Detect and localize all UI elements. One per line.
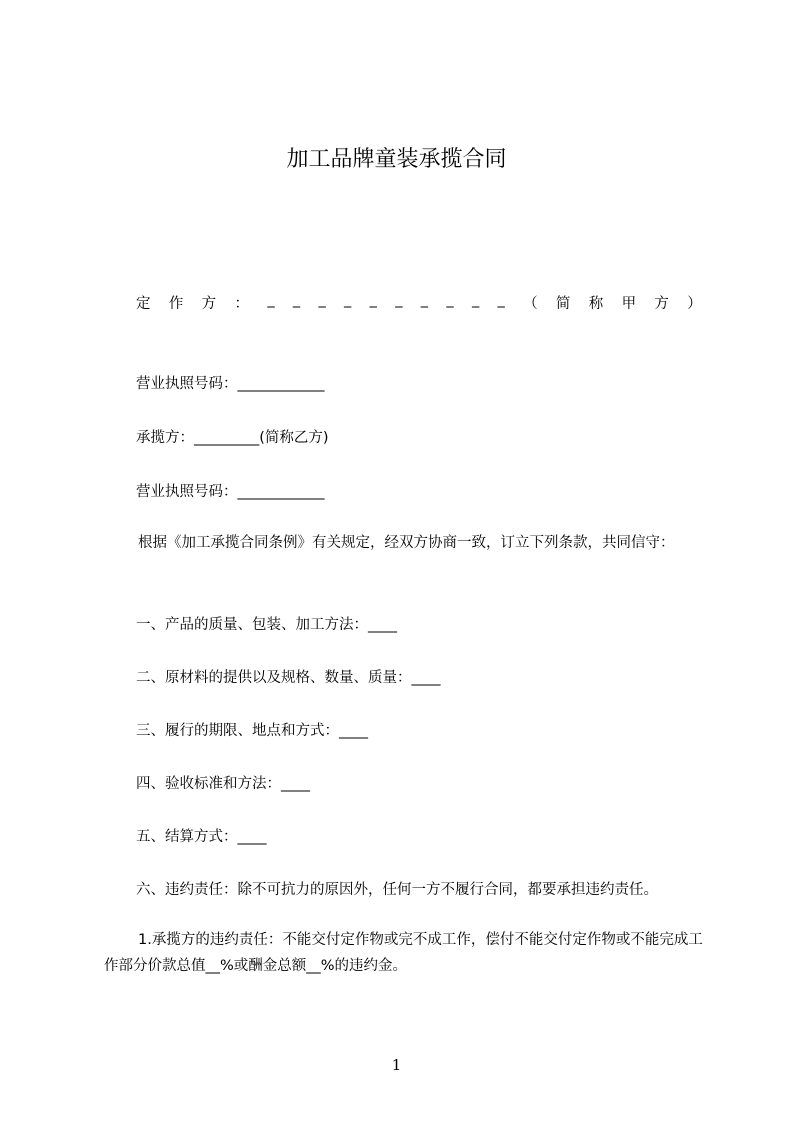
- party-a-char: _: [395, 292, 403, 308]
- party-a-char: （: [523, 296, 538, 312]
- party-a-char: _: [446, 292, 454, 308]
- party-a-char: ）: [687, 296, 702, 312]
- party-b-line: 承揽方：_________(简称乙方): [136, 430, 329, 446]
- party-a-char: 甲: [621, 296, 637, 312]
- party-a-char: _: [369, 292, 377, 308]
- party-a-char: _: [420, 292, 429, 308]
- party-a-line: [136, 292, 702, 313]
- party-a-char: 作: [168, 296, 184, 312]
- clause-6: 六、违约责任：除不可抗力的原因外，任何一方不履行合同，都要承担违约责任。: [136, 882, 658, 898]
- clause-2: 二、原材料的提供以及规格、数量、质量：____: [136, 670, 441, 686]
- party-a-char: 简: [555, 296, 571, 312]
- party-a-char: _: [267, 292, 275, 308]
- preamble-paragraph: 根据《加工承揽合同条例》有关规定，经双方协商一致，订立下列条款，共同信守：: [138, 535, 675, 551]
- license-a-line: 营业执照号码：____________: [136, 376, 325, 392]
- liability-paragraph-1: 1.承揽方的违约责任：不能交付定作物或完不成工作，偿付不能交付定作物或不能完成工作部分价款总值__%或酬金总额__%的违约金。: [104, 932, 703, 974]
- clause-4: 四、验收标准和方法：____: [136, 776, 310, 792]
- party-a-char: 方: [654, 296, 669, 312]
- party-a-char: _: [497, 292, 505, 308]
- party-a-char: ：: [234, 296, 249, 312]
- party-a-char: 方: [201, 296, 217, 312]
- party-a-char: _: [318, 292, 326, 308]
- document-title: 加工品牌童装承揽合同: [286, 147, 507, 172]
- page-number: 1: [391, 1056, 402, 1074]
- party-a-char: _: [292, 292, 301, 308]
- party-a-char: _: [471, 292, 480, 308]
- clause-1: 一、产品的质量、包装、加工方法：____: [136, 617, 397, 633]
- license-b-line: 营业执照号码：____________: [136, 484, 325, 500]
- party-a-char: 定: [136, 296, 151, 312]
- party-a-char: _: [344, 292, 352, 308]
- clause-5: 五、结算方式：____: [136, 829, 267, 845]
- clause-3: 三、履行的期限、地点和方式：____: [136, 723, 368, 739]
- party-a-char: 称: [588, 296, 604, 312]
